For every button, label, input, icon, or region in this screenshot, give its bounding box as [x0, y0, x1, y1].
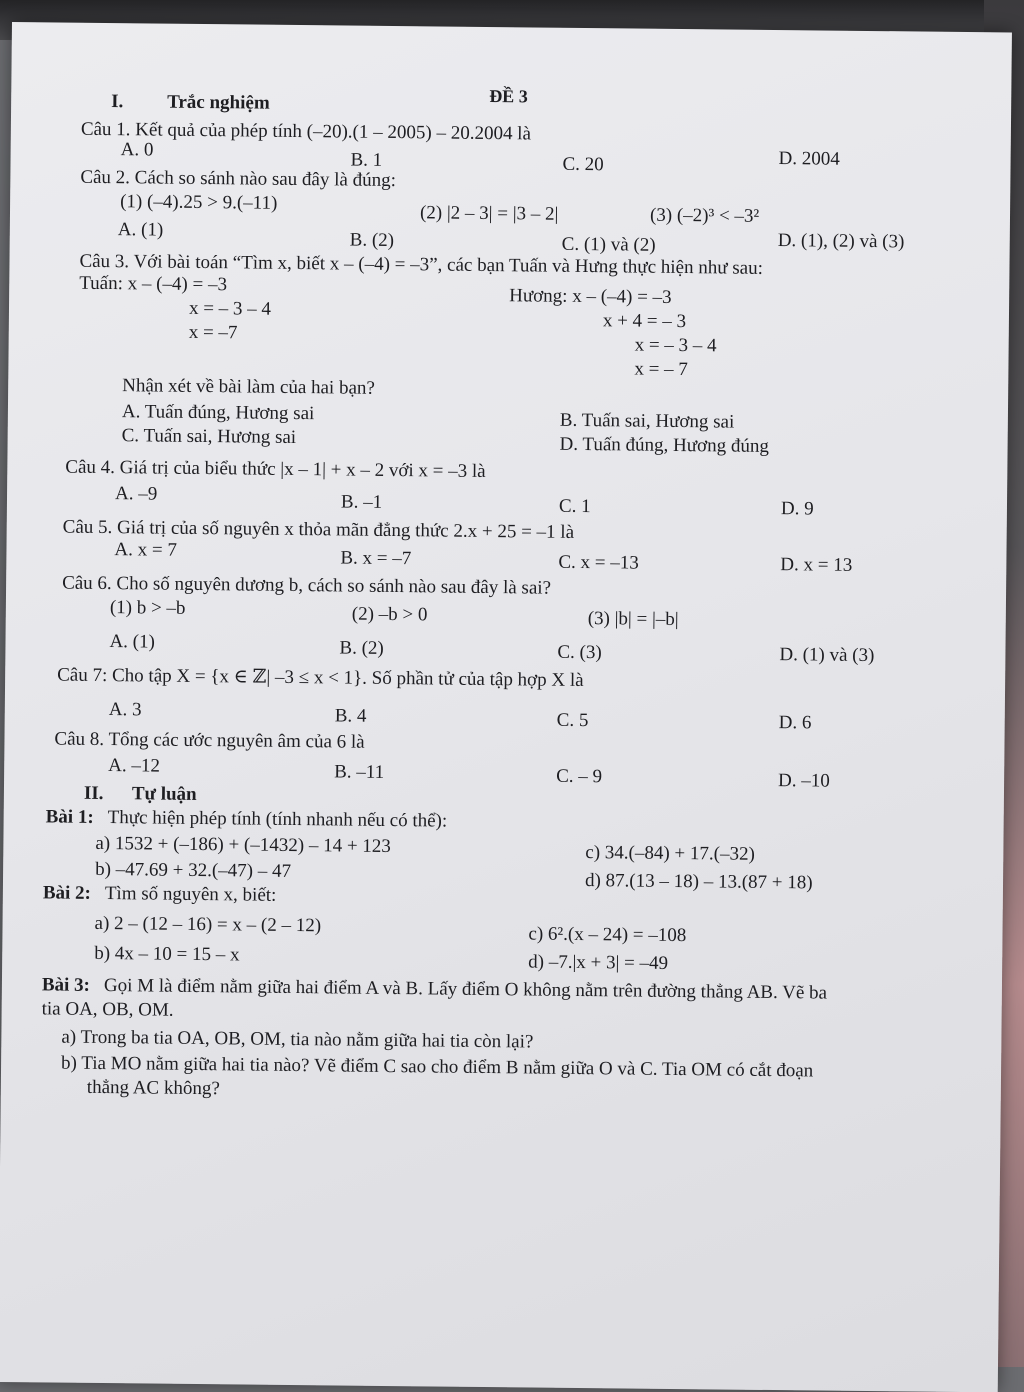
- q4-a: A. –9: [114, 483, 158, 505]
- q2-b: B. (2): [349, 229, 395, 252]
- q2-a: A. (1): [117, 219, 164, 241]
- q6-text: Câu 6. Cho số nguyên dương b, cách so sánh nào sau đây là sai?: [62, 572, 552, 599]
- bai1-d: d) 87.(13 – 18) – 13.(87 + 18): [584, 870, 813, 894]
- q5-d: D. x = 13: [780, 554, 853, 576]
- part2-title: Tự luận: [131, 783, 197, 805]
- q3-huong-line1: Hương: x – (–4) = –3: [509, 285, 672, 308]
- q1-b: B. 1: [350, 149, 383, 171]
- q6-a: A. (1): [109, 631, 156, 653]
- bai2-text: Tìm số nguyên x, biết:: [104, 883, 277, 906]
- bai3-text1: Gọi M là điểm nằm giữa hai điểm A và B. Lấy điểm O không nằm trên đường thẳng AB. Vẽ ba: [103, 975, 828, 1004]
- q1-text: Câu 1. Kết quả của phép tính (–20).(1 – 2005) – 20.2004 là: [80, 118, 532, 145]
- q3-huong-line2: x + 4 = – 3: [602, 310, 687, 333]
- q3-tuan-line2: x = – 3 – 4: [188, 297, 272, 320]
- bai2-label: Bài 2:: [42, 882, 92, 904]
- exam-title: ĐỀ 3: [489, 86, 528, 107]
- q2-s3: (3) (–2)³ < –3²: [649, 204, 760, 227]
- q7-c: C. 5: [556, 709, 589, 732]
- q2-d: D. (1), (2) và (3): [777, 230, 905, 253]
- bai3-a: a) Trong ba tia OA, OB, OM, tia nào nằm giữa hai tia còn lại?: [61, 1026, 534, 1053]
- bai2-b: b) 4x – 10 = 15 – x: [94, 942, 240, 966]
- q8-c: C. – 9: [556, 765, 603, 788]
- q3-a: A. Tuấn đúng, Hương sai: [121, 401, 315, 425]
- q2-text: Câu 2. Cách so sánh nào sau đây là đúng:: [80, 166, 397, 192]
- q3-tuan-line3: x = –7: [188, 321, 238, 344]
- q7-d: D. 6: [778, 712, 812, 734]
- q8-a: A. –12: [108, 755, 161, 777]
- q5-c: C. x = –13: [558, 551, 639, 574]
- q6-b: B. (2): [339, 637, 384, 659]
- bai1-label: Bài 1:: [45, 806, 94, 828]
- q3-question: Nhận xét về bài làm của hai bạn?: [122, 375, 375, 399]
- q8-b: B. –11: [334, 761, 385, 783]
- q5-text: Câu 5. Giá trị của số nguyên x thỏa mãn đẳng thức 2.x + 25 = –1 là: [62, 516, 575, 543]
- q7-b: B. 4: [334, 705, 367, 727]
- part1-title: Trắc nghiệm: [167, 91, 270, 114]
- q3-tuan-line1: Tuấn: x – (–4) = –3: [79, 272, 228, 296]
- q4-d: D. 9: [780, 498, 814, 520]
- q6-s3: (3) |b| = |–b|: [587, 608, 679, 631]
- q3-text: Câu 3. Với bài toán “Tìm x, biết x – (–4) = –3”, các bạn Tuấn và Hưng thực hiện như sau:: [79, 250, 764, 279]
- bai1-b: b) –47.69 + 32.(–47) – 47: [95, 858, 292, 882]
- part1-roman: I.: [111, 91, 124, 113]
- q5-a: A. x = 7: [114, 539, 178, 561]
- q6-s2: (2) –b > 0: [351, 603, 428, 626]
- bai3-b2: thẳng AC không?: [86, 1076, 220, 1100]
- q6-d: D. (1) và (3): [779, 644, 875, 667]
- q1-a: A. 0: [120, 139, 154, 161]
- q3-b: B. Tuấn sai, Hương sai: [559, 409, 735, 433]
- q2-s2: (2) |2 – 3| = |3 – 2|: [419, 202, 559, 225]
- q4-text: Câu 4. Giá trị của biểu thức |x – 1| + x – 2 với x = –3 là: [65, 456, 486, 482]
- q3-c: C. Tuấn sai, Hương sai: [121, 425, 297, 448]
- q7-a: A. 3: [108, 699, 142, 721]
- q7-text: Câu 7: Cho tập X = {x ∈ ℤ| –3 ≤ x < 1}. Số phần tử của tập hợp X là: [57, 664, 584, 692]
- q3-huong-line3: x = – 3 – 4: [634, 334, 717, 357]
- part2-roman: II.: [83, 782, 104, 804]
- q5-b: B. x = –7: [340, 547, 412, 570]
- q1-c: C. 20: [562, 153, 604, 176]
- bai2-d: d) –7.|x + 3| = –49: [528, 951, 669, 974]
- q8-d: D. –10: [777, 770, 830, 792]
- exam-paper: [0, 22, 1012, 1392]
- q8-text: Câu 8. Tổng các ước nguyên âm của 6 là: [54, 728, 365, 753]
- q6-c: C. (3): [557, 641, 602, 664]
- q1-d: D. 2004: [778, 148, 840, 170]
- bai3-text2: tia OA, OB, OM.: [41, 998, 174, 1021]
- q3-huong-line4: x = – 7: [634, 358, 688, 381]
- q6-s1: (1) b > –b: [109, 597, 186, 619]
- bai1-text: Thực hiện phép tính (tính nhanh nếu có thể):: [107, 807, 448, 832]
- bai2-a: a) 2 – (12 – 16) = x – (2 – 12): [94, 912, 322, 937]
- bai1-a: a) 1532 + (–186) + (–1432) – 14 + 123: [95, 832, 391, 858]
- q2-s1: (1) (–4).25 > 9.(–11): [120, 191, 278, 214]
- q4-b: B. –1: [340, 491, 383, 513]
- q4-c: C. 1: [558, 495, 591, 518]
- q2-c: C. (1) và (2): [561, 233, 656, 256]
- bai2-c: c) 6².(x – 24) = –108: [528, 923, 687, 947]
- bai3-label: Bài 3:: [41, 974, 91, 996]
- q3-d: D. Tuấn đúng, Hương đúng: [559, 433, 770, 457]
- bai1-c: c) 34.(–84) + 17.(–32): [585, 842, 755, 865]
- bai3-b1: b) Tia MO nằm giữa hai tia nào? Vẽ điểm C sao cho điểm B nằm giữa O và C. Tia OM có cắt đoạn: [60, 1052, 814, 1082]
